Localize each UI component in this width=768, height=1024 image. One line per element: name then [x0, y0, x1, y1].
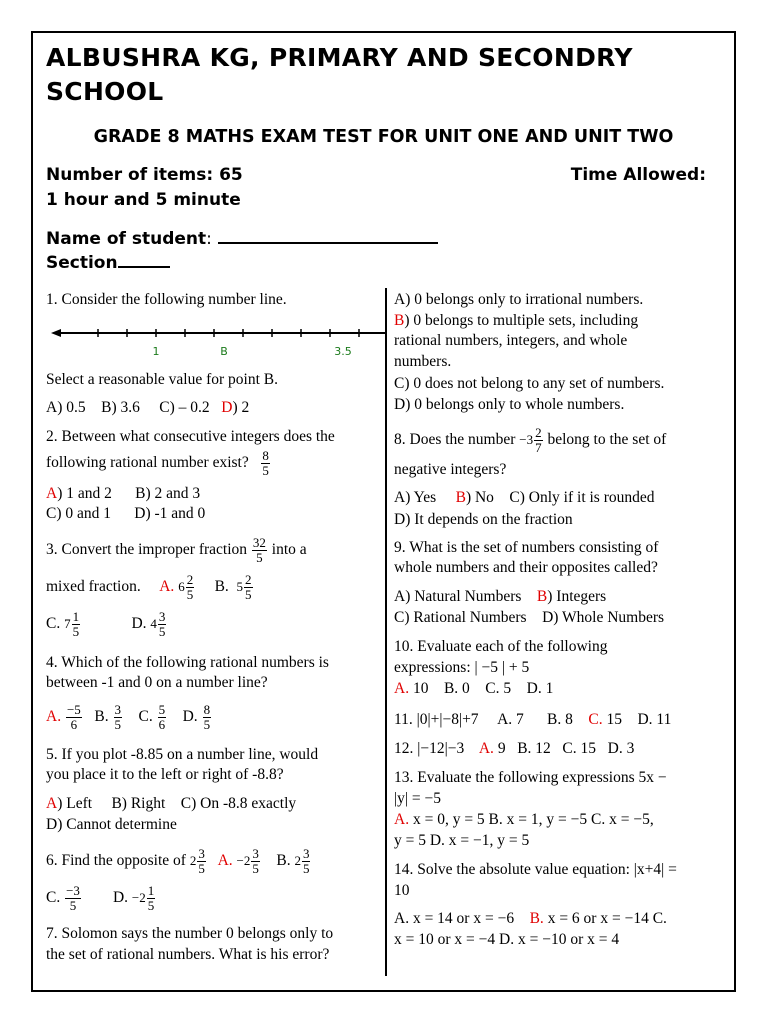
tick-label-1: 1: [152, 345, 160, 358]
q11: 11. |0|+|−8|+7 A. 7 B. 8 C. 15 D. 11: [394, 711, 672, 728]
q5-options-row2: D) Cannot determine: [46, 816, 177, 833]
q1-text: 1. Consider the following number line.: [46, 291, 287, 308]
q14-line4: x = 10 or x = −4 D. x = −10 or x = 4: [394, 931, 620, 948]
q10-options: A. 10 B. 0 C. 5 D. 1: [394, 680, 554, 697]
q14-line2: 10: [394, 882, 410, 899]
q6-line1: 6. Find the opposite of 2 $\frac{3}{5}$ A. −2 $\frac{3}{5}$ B. 2 $\frac{3}{5}$: [46, 845, 310, 876]
column-divider: [385, 288, 387, 976]
q7-option-c: C) 0 does not belong to any set of numbers.: [394, 375, 665, 392]
q8-options-row1: A) Yes B) No C) Only if it is rounded: [394, 489, 655, 506]
q9-options-row2: C) Rational Numbers D) Whole Numbers: [394, 609, 665, 626]
q8-options-row2: D) It depends on the fraction: [394, 511, 573, 528]
q7-option-b-line2: rational numbers, integers, and whole: [394, 332, 628, 349]
q3-line2: mixed fraction. A. 6 $\frac{2}{5}$ B. 5 $\frac{2}{5}$: [46, 571, 252, 602]
q7-option-b-line3: numbers.: [394, 353, 452, 370]
school-name: ALBUSHRA KG, PRIMARY AND SECONDRY SCHOOL: [46, 43, 633, 106]
q7-option-d: D) 0 belongs only to whole numbers.: [394, 396, 625, 413]
q2-options-row2: C) 0 and 1 D) -1 and 0: [46, 505, 206, 522]
q1-options: A) 0.5 B) 3.6 C) – 0.2 D) 2: [46, 399, 250, 416]
q7-option-b: B) 0 belongs to multiple sets, including: [394, 312, 639, 329]
q10-line1: 10. Evaluate each of the following: [394, 638, 608, 655]
q13-line2: |y| = −5: [394, 790, 441, 807]
q13-line1: 13. Evaluate the following expressions 5x −: [394, 769, 667, 786]
q1-prompt: Select a reasonable value for point B.: [46, 371, 278, 388]
exam-title: GRADE 8 MATHS EXAM TEST FOR UNIT ONE AND UNIT TWO: [93, 127, 674, 147]
q7-line1: 7. Solomon says the number 0 belongs only to: [46, 925, 334, 942]
q9-line2: whole numbers and their opposites called?: [394, 559, 658, 576]
q2-options-row1: A) 1 and 2 B) 2 and 3: [46, 485, 201, 502]
q8-line2: negative integers?: [394, 461, 507, 478]
q9-options-row1: A) Natural Numbers B) Integers: [394, 588, 607, 605]
q10-line2: expressions: | −5 | + 5: [394, 659, 530, 676]
q5-line1: 5. If you plot -8.85 on a number line, would: [46, 746, 319, 763]
q13-line4: y = 5 D. x = −1, y = 5: [394, 832, 530, 849]
q3-line1: 3. Convert the improper fraction $\frac{32}{5}$ into a: [46, 534, 307, 565]
q8-line1: 8. Does the number −3 $\frac{2}{7}$ belong to the set of: [394, 424, 667, 455]
q7-line2: the set of rational numbers. What is his error?: [46, 946, 330, 963]
student-name-field[interactable]: Name of student:: [46, 228, 438, 249]
duration: 1 hour and 5 minute: [46, 190, 241, 210]
q9-line1: 9. What is the set of numbers consisting of: [394, 539, 659, 556]
q7-option-a: A) 0 belongs only to irrational numbers.: [394, 291, 644, 308]
q2-line1: 2. Between what consecutive integers does the: [46, 428, 335, 445]
section-field[interactable]: Section: [46, 252, 170, 273]
q6-line2: C. $\frac{-3}{5}$ D. −2 $\frac{1}{5}$: [46, 882, 155, 913]
q5-options-row1: A) Left B) Right C) On -8.8 exactly: [46, 795, 297, 812]
q1-number-line: [51, 323, 391, 363]
exam-page: [31, 31, 736, 992]
q13-line3: A. x = 0, y = 5 B. x = 1, y = −5 C. x = −5,: [394, 811, 654, 828]
fraction: $\frac{8}{5}$: [262, 447, 269, 478]
time-allowed-label: Time Allowed:: [570, 165, 706, 185]
q14-line1: 14. Solve the absolute value equation: |x+4| =: [394, 861, 677, 878]
q5-line2: you place it to the left or right of -8.8?: [46, 766, 284, 783]
q3-line3: C. 7 $\frac{1}{5}$ D. 4 $\frac{3}{5}$: [46, 608, 166, 639]
q14-line3: A. x = 14 or x = −6 B. x = 6 or x = −14 C.: [394, 910, 667, 927]
q4-line1: 4. Which of the following rational numbers is: [46, 654, 329, 671]
q2-line2: following rational number exist? $\frac{8}{5}$: [46, 447, 269, 478]
q12: 12. |−12|−3 A. 9 B. 12 C. 15 D. 3: [394, 740, 635, 757]
number-of-items: Number of items: 65: [46, 165, 243, 185]
tick-label-3-5: 3.5: [334, 345, 352, 358]
tick-label-b: B: [220, 345, 228, 358]
q4-options: A. $\frac{-5}{6}$ B. $\frac{3}{5}$ C. $\frac{5}{6}$ D. $\frac{8}{5}$: [46, 701, 211, 732]
q4-line2: between -1 and 0 on a number line?: [46, 674, 268, 691]
